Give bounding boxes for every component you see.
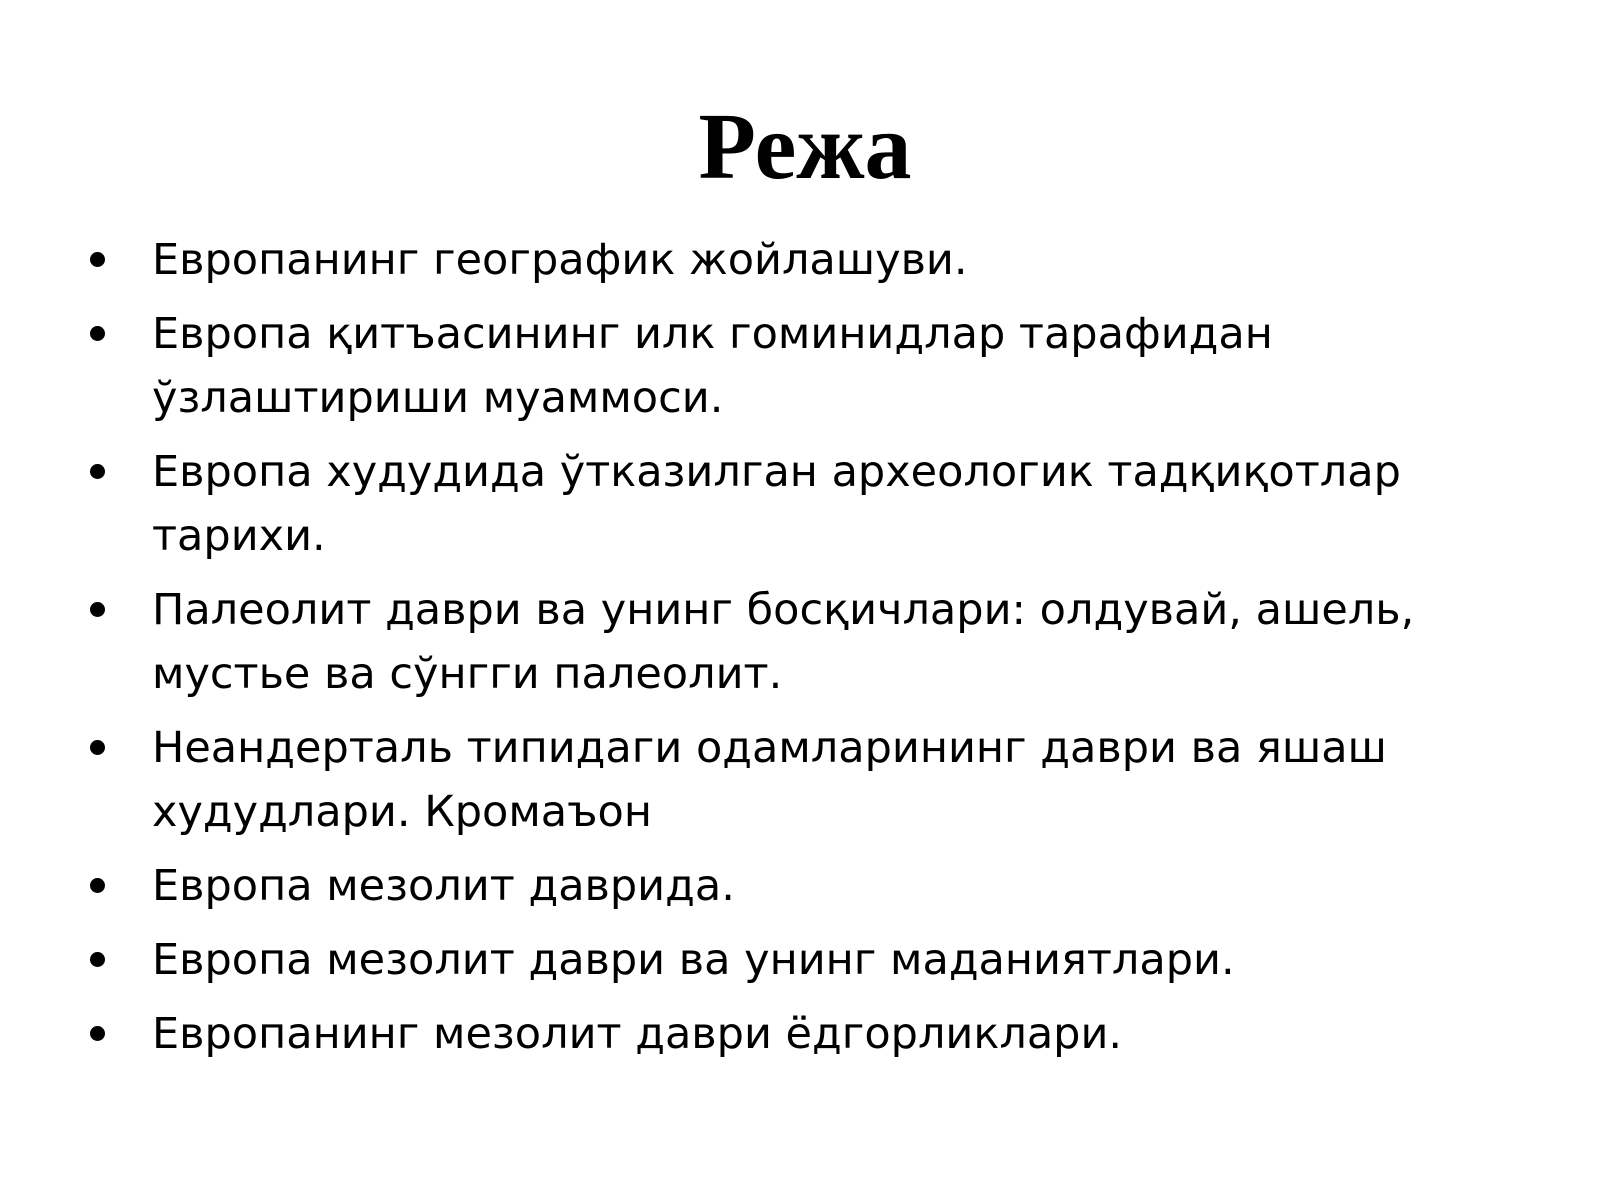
list-item	[88, 578, 1528, 706]
list-item-text: Европанинг мезолит даври ёдгорликлари.	[152, 1009, 1123, 1059]
list-item-text: Европа қитъасининг илк гоминидлар тарафидан ўзлаштириши муаммоси.	[152, 309, 1273, 423]
bullet-icon	[90, 602, 105, 617]
bullet-icon	[90, 740, 105, 755]
list-item	[88, 440, 1528, 568]
list-item-text: Неандерталь типидаги одамларининг даври ва яшаш худудлари. Кромаъон	[152, 723, 1387, 837]
bullet-icon	[90, 878, 105, 893]
list-item-text: Палеолит даври ва унинг босқичлари: олдувай, ашель, мустье ва сўнгги палеолит.	[152, 585, 1415, 699]
list-item	[88, 716, 1528, 844]
bullet-icon	[90, 952, 105, 967]
list-item	[88, 228, 1528, 292]
bullet-icon	[90, 326, 105, 341]
list-item-text: Европанинг географик жойлашуви.	[152, 235, 968, 285]
bullet-list	[88, 228, 1528, 1076]
bullet-icon	[90, 252, 105, 267]
list-item-text: Европа худудида ўтказилган археологик тадқиқотлар тарихи.	[152, 447, 1401, 561]
list-item-text: Европа мезолит даври ва унинг маданиятлари.	[152, 935, 1235, 985]
list-item	[88, 928, 1528, 992]
list-item-text: Европа мезолит даврида.	[152, 861, 735, 911]
list-item	[88, 302, 1528, 430]
bullet-icon	[90, 464, 105, 479]
slide-title: Режа	[698, 95, 912, 199]
list-item	[88, 854, 1528, 918]
list-item	[88, 1002, 1528, 1066]
bullet-icon	[90, 1026, 105, 1041]
